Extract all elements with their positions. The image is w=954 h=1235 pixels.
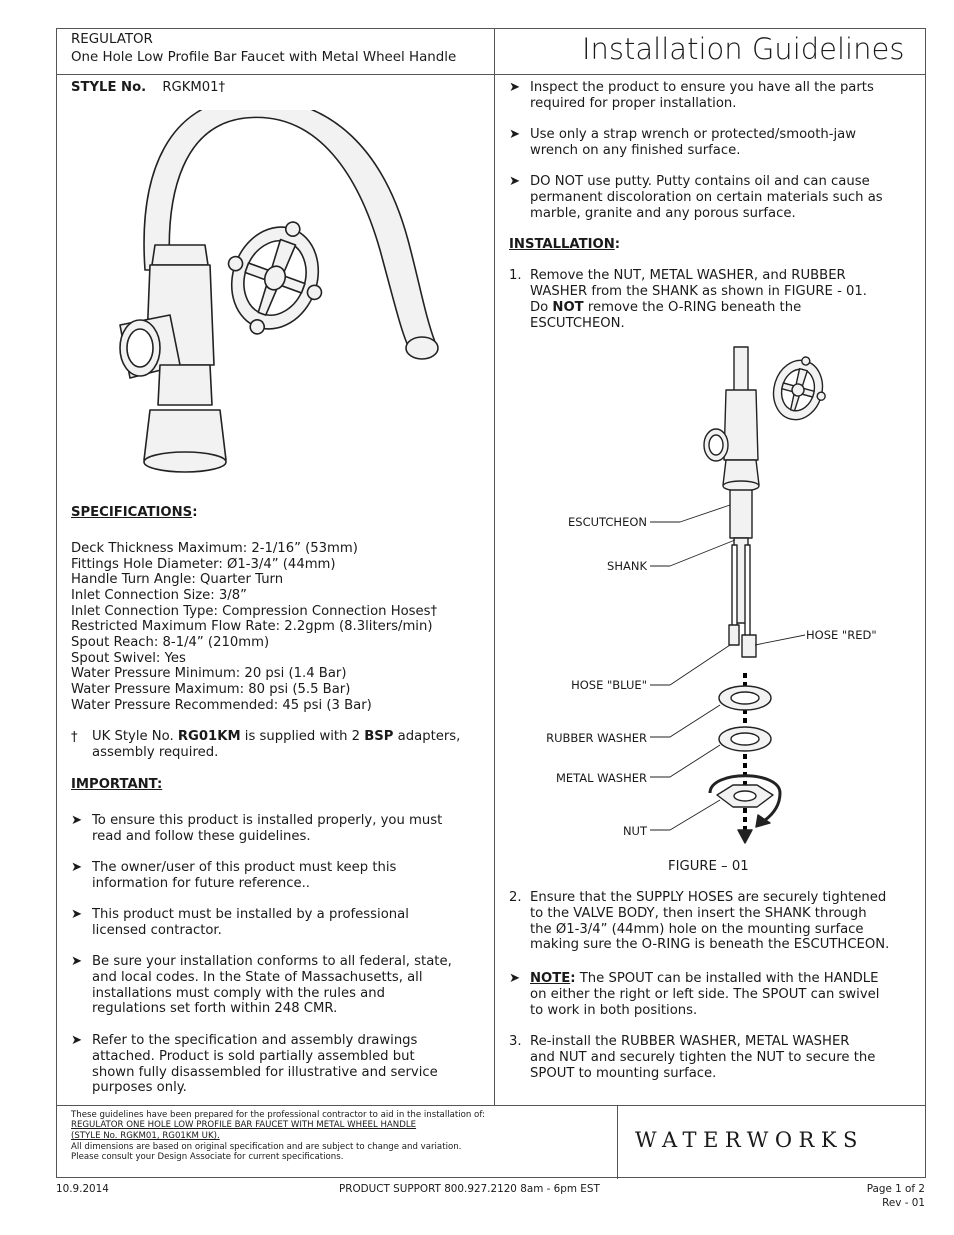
installation-heading-colon: : bbox=[614, 237, 621, 252]
step-1-line-4: ESCUTCHEON. bbox=[530, 316, 625, 331]
note-line-2: on either the right or left side. The SPOUT can swivel bbox=[530, 987, 880, 1002]
footer-text-2: REGULATOR ONE HOLE LOW PROFILE BAR FAUCET WITH METAL WHEEL HANDLE bbox=[71, 1120, 417, 1130]
specifications-heading-colon: : bbox=[192, 505, 198, 520]
important-bullet-icon: ➤ bbox=[71, 907, 83, 922]
important-bullet-icon: ➤ bbox=[71, 954, 83, 969]
spec-item: Inlet Connection Type: Compression Connection Hoses† bbox=[71, 603, 438, 619]
step-2-line: the Ø1-3/4” (44mm) hole on the mounting surface bbox=[530, 921, 864, 937]
step-1-text-a: Do bbox=[530, 300, 553, 315]
spec-item: Restricted Maximum Flow Rate: 2.2gpm (8.3liters/min) bbox=[71, 619, 433, 635]
note-bullet-icon: ➤ bbox=[509, 80, 521, 95]
spec-item: Fittings Hole Diameter: Ø1-3/4” (44mm) bbox=[71, 556, 336, 572]
note-line-3: to work in both positions. bbox=[530, 1003, 698, 1018]
footer-divider bbox=[57, 1105, 925, 1106]
right-note-line: permanent discoloration on certain materials such as bbox=[530, 189, 883, 205]
footer-page: Page 1 of 2 bbox=[866, 1183, 925, 1195]
style-label: STYLE No. bbox=[71, 80, 147, 95]
figure-caption: FIGURE – 01 bbox=[668, 859, 749, 874]
label-escutcheon: ESCUTCHEON bbox=[568, 515, 647, 529]
step-2-number: 2. bbox=[509, 890, 522, 905]
page-title: Installation Guidelines bbox=[582, 32, 905, 66]
right-note-line: Inspect the product to ensure you have all the parts bbox=[530, 80, 874, 95]
footnote-text-e: adapters, bbox=[393, 729, 461, 744]
label-hose-red: HOSE "RED" bbox=[806, 628, 877, 642]
label-hose-blue: HOSE "BLUE" bbox=[571, 678, 647, 692]
faucet-illustration bbox=[110, 110, 450, 480]
important-item-line: regulations set forth within 248 CMR. bbox=[92, 1001, 338, 1017]
important-item-line: shown fully disassembled for illustrative and service bbox=[92, 1064, 438, 1080]
footer-date: 10.9.2014 bbox=[56, 1183, 109, 1195]
footer-column-divider bbox=[617, 1105, 618, 1179]
important-item-line: installations must comply with the rules and bbox=[92, 985, 385, 1001]
spec-item: Spout Swivel: Yes bbox=[71, 650, 186, 666]
label-nut: NUT bbox=[622, 824, 647, 838]
important-heading: IMPORTANT: bbox=[71, 777, 163, 792]
important-item-line: This product must be installed by a professional bbox=[92, 907, 409, 922]
important-item-line: attached. Product is sold partially assembled but bbox=[92, 1048, 415, 1064]
step-3-number: 3. bbox=[509, 1034, 522, 1049]
figure-01-drawing bbox=[640, 345, 840, 850]
spec-item: Water Pressure Minimum: 20 psi (1.4 Bar) bbox=[71, 666, 347, 682]
header-divider bbox=[57, 74, 925, 75]
footer-support: PRODUCT SUPPORT 800.927.2120 8am - 6pm EST bbox=[339, 1183, 600, 1195]
style-number bbox=[71, 80, 225, 96]
footer-text-4: All dimensions are based on original specification and are subject to change and variation. bbox=[71, 1142, 462, 1152]
important-item-line: licensed contractor. bbox=[92, 922, 222, 938]
style-value: RGKM01† bbox=[162, 80, 226, 95]
important-bullet-icon: ➤ bbox=[71, 813, 83, 828]
step-1-text-c: remove the O-RING beneath the bbox=[583, 300, 802, 315]
note-bullet-icon: ➤ bbox=[509, 127, 521, 142]
brand-line: REGULATOR bbox=[71, 32, 153, 47]
spec-item: Inlet Connection Size: 3/8” bbox=[71, 587, 247, 603]
right-note-line: marble, granite and any porous surface. bbox=[530, 205, 796, 221]
footnote-text-b: RG01KM bbox=[177, 729, 241, 744]
important-item-line: Be sure your installation conforms to all federal, state, bbox=[92, 954, 452, 969]
note-text-1: The SPOUT can be installed with the HANDLE bbox=[575, 971, 879, 986]
step-3-line: and NUT and securely tighten the NUT to secure the bbox=[530, 1049, 876, 1065]
note-colon: : bbox=[570, 971, 576, 986]
spec-item: Water Pressure Maximum: 80 psi (5.5 Bar) bbox=[71, 681, 351, 697]
step-1-line-2: WASHER from the SHANK as shown in FIGURE - 01. bbox=[530, 284, 867, 299]
column-divider bbox=[494, 29, 495, 1105]
step-1-number: 1. bbox=[509, 268, 522, 283]
footer-text-1: These guidelines have been prepared for the professional contractor to aid in the installation of: bbox=[71, 1110, 485, 1120]
right-note-line: Use only a strap wrench or protected/smooth-jaw bbox=[530, 127, 857, 142]
right-note-line: required for proper installation. bbox=[530, 95, 737, 111]
step-2-line: Ensure that the SUPPLY HOSES are securely tightened bbox=[530, 890, 887, 905]
spec-item: Water Pressure Recommended: 45 psi (3 Bar) bbox=[71, 697, 372, 713]
important-item-line: The owner/user of this product must keep this bbox=[92, 860, 397, 875]
important-item-line: information for future reference.. bbox=[92, 875, 310, 891]
important-bullet-icon: ➤ bbox=[71, 860, 83, 875]
footer-text-3: (STYLE No. RGKM01, RG01KM UK). bbox=[71, 1131, 220, 1141]
footnote-line-2: assembly required. bbox=[92, 745, 219, 760]
step-2-line: to the VALVE BODY, then insert the SHANK through bbox=[530, 905, 867, 921]
step-1-text-b: NOT bbox=[552, 300, 584, 315]
note-bullet: ➤ bbox=[509, 971, 521, 986]
spec-item: Spout Reach: 8-1/4” (210mm) bbox=[71, 634, 270, 650]
label-rubber-washer: RUBBER WASHER bbox=[546, 731, 647, 745]
step-3-line: Re-install the RUBBER WASHER, METAL WASHER bbox=[530, 1034, 850, 1049]
footnote-text-d: BSP bbox=[364, 729, 394, 744]
important-item-line: To ensure this product is installed properly, you must bbox=[92, 813, 443, 828]
step-3-line: SPOUT to mounting surface. bbox=[530, 1065, 717, 1081]
footnote-text-c: is supplied with 2 bbox=[240, 729, 365, 744]
label-shank: SHANK bbox=[607, 559, 647, 573]
note-label: NOTE bbox=[530, 971, 571, 986]
label-metal-washer: METAL WASHER bbox=[555, 771, 647, 785]
footnote-text-a: UK Style No. bbox=[92, 729, 178, 744]
important-item-line: Refer to the specification and assembly drawings bbox=[92, 1033, 418, 1048]
footnote-line-1 bbox=[92, 729, 460, 745]
note-bullet-icon: ➤ bbox=[509, 174, 521, 189]
important-item-line: purposes only. bbox=[92, 1080, 187, 1096]
right-note-line: DO NOT use putty. Putty contains oil and can cause bbox=[530, 174, 870, 189]
important-bullet-icon: ➤ bbox=[71, 1033, 83, 1048]
spec-item: Deck Thickness Maximum: 2-1/16” (53mm) bbox=[71, 541, 358, 556]
important-item-line: read and follow these guidelines. bbox=[92, 828, 311, 844]
important-item-line: and local codes. In the State of Massachusetts, all bbox=[92, 969, 423, 985]
specifications-heading-text: SPECIFICATIONS bbox=[71, 505, 193, 520]
spec-item: Handle Turn Angle: Quarter Turn bbox=[71, 572, 284, 588]
installation-heading-text: INSTALLATION bbox=[509, 237, 615, 252]
step-2-line: making sure the O-RING is beneath the ESCUTHCEON. bbox=[530, 937, 890, 953]
footnote-mark: † bbox=[71, 730, 78, 745]
footer-rev: Rev - 01 bbox=[882, 1197, 925, 1209]
right-note-line: wrench on any finished surface. bbox=[530, 142, 741, 158]
specifications-heading bbox=[71, 505, 197, 521]
waterworks-logo: WATERWORKS bbox=[635, 1128, 864, 1152]
step-1-line-3 bbox=[530, 300, 801, 316]
step-1-line-1: Remove the NUT, METAL WASHER, and RUBBER bbox=[530, 268, 846, 283]
installation-heading bbox=[509, 237, 620, 253]
footer-text-5: Please consult your Design Associate for current specifications. bbox=[71, 1152, 344, 1162]
product-line: One Hole Low Profile Bar Faucet with Metal Wheel Handle bbox=[71, 50, 457, 65]
note-line-1 bbox=[530, 971, 878, 987]
